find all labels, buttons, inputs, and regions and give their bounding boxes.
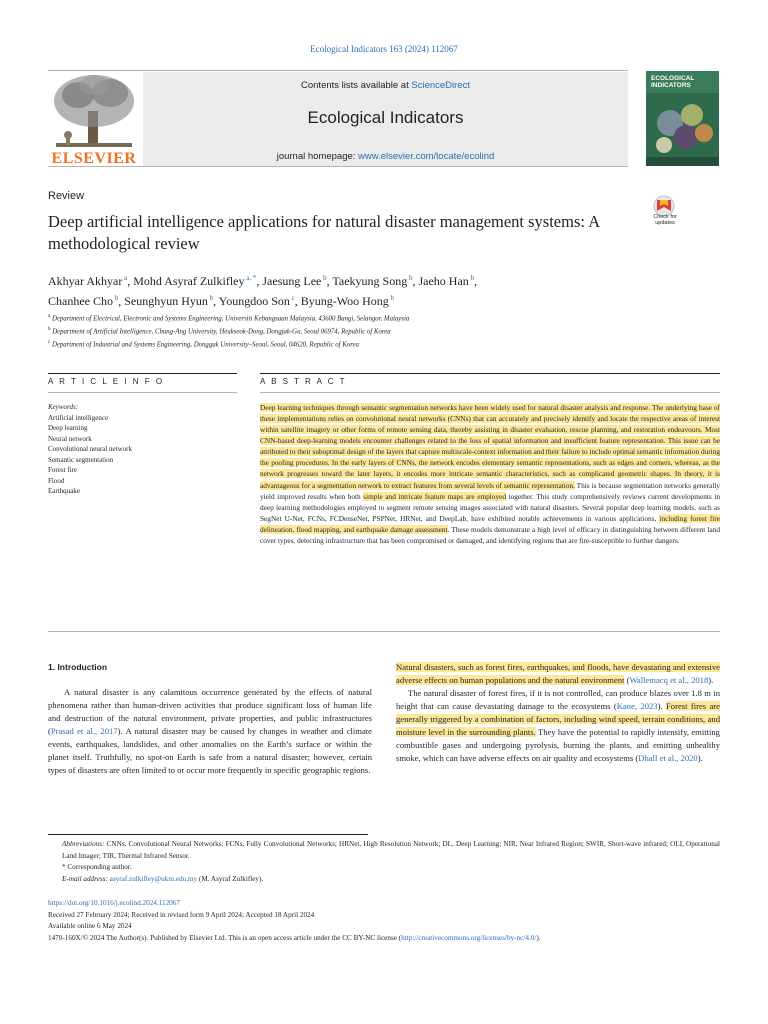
divider	[260, 373, 720, 374]
author-name[interactable]: Chanhee Cho	[48, 294, 113, 308]
email-link[interactable]: asyraf.zulkifley@ukm.edu.my	[109, 874, 198, 883]
author-affiliation-marker[interactable]: b	[407, 274, 413, 282]
abstract-highlight: Deep learning techniques through semantic segmentation networks have been widely used for natural disaster analysis and response. The underlying base of these implementations relies on convolutional neural networks (CNNs) that can accurately and precisely identify and locate the respective areas of interest within satellite imagery or other forms of remote sensing data, thereby assisting in disaster evaluation, rescue planning, and restoration endeavours.	[260, 403, 720, 435]
homepage-link[interactable]: www.elsevier.com/locate/ecolind	[358, 151, 495, 162]
affiliations	[48, 312, 668, 350]
affiliation: $^a$ Department of Electrical, Electronic and Systems Engineering, Universiti Kebangsaan Malaysia, 43600 Bangi, Selangor, Malaysia	[48, 314, 410, 323]
affiliation: $^c$ Department of Industrial and Systems Engineering, Dongguk University–Seoul, Seoul, 04620, Republic of Korea	[48, 339, 360, 348]
author-affiliation-marker[interactable]: a, *	[244, 274, 257, 282]
author-affiliation-marker[interactable]: b	[321, 274, 327, 282]
authors	[48, 270, 648, 310]
body-highlight: Forest fires are generally triggered by a combination of factors, including wind speed, terrain conditions, and moisture level in the surrounding plants.	[396, 701, 720, 737]
keyword[interactable]: Deep learning	[48, 424, 88, 432]
abstract-heading: A B S T R A C T	[260, 377, 347, 386]
corresponding-author-note: * Corresponding author.	[62, 863, 132, 871]
author-name[interactable]: Jaeho Han	[418, 274, 469, 288]
publisher-name: ELSEVIER	[51, 150, 137, 167]
body-column-left: A natural disaster is any calamitous occurrence generated by the effects of natural phenomena rather than human-driven activities that produce significant loss of human life and destruction of the natural environment, private properties, and public infrastructures (Prasad et al., 2017). A natural disaster may be caused by changes in weather and climate events, earthquakes, landslides, and other anomalies on the Earth’s surface or within the planet itself. Truthfully, no spot-on Earth is safe from a natural disaster; however, certain types of disasters are often limited to or occur more frequently in specific geographic regions.	[48, 687, 372, 775]
abstract-highlight: simple and intricate feature maps are employed	[363, 491, 506, 501]
license-link[interactable]: http://creativecommons.org/licenses/by-nc/4.0/	[401, 933, 537, 942]
body-highlight: Natural disasters, such as forest fires, earthquakes, and floods, have devastating and extensive adverse effects on human populations and the natural environment	[396, 662, 720, 685]
author-name[interactable]: Youngdoo Son	[218, 294, 290, 308]
contents-line	[143, 80, 628, 91]
abstract-sentence: This is because segmentation networks generally yield improved results when both	[260, 480, 720, 501]
authors-line-2: Chanhee Cho $^b$, Seunghyun Hyun $^b$, Youngdoo Son $^c$, Byung-Woo Hong $^b$	[48, 294, 395, 308]
author-affiliation-marker[interactable]: c	[289, 294, 295, 302]
author-name[interactable]: Akhyar Akhyar	[48, 274, 123, 288]
article-type: Review	[48, 190, 85, 202]
paragraph: The natural disaster of forest fires, if it is not controlled, can produce blazes over 1.8 m in height that can cause devastating damage to the ecosystems (Kane, 2023). Forest fires are generally triggered by a combination of factors, including wind speed, terrain conditions, and moisture level in the surrounding plants. They have the potential to rapidly intensify, emitting combustible gases and undergoing pyrolysis, burning the plants, and emitting unhealthy smoke, which can have adverse effects on air quality and ecosystems (Dhall et al., 2020).	[396, 688, 720, 763]
doi-link[interactable]: https://doi.org/10.1016/j.ecolind.2024.112067	[48, 899, 180, 907]
abstract-text	[260, 402, 720, 546]
keyword[interactable]: Semantic segmentation	[48, 455, 114, 464]
section-heading: 1. Introduction	[48, 662, 108, 672]
abstract-sentence: . These models demonstrate a high level of efficacy in distinguishing between different land cover types, detecting infrastructure that has been compromised or damaged, and identifying regions that are fire-susceptible to further dangers.	[260, 524, 721, 545]
homepage-line	[143, 151, 628, 162]
author-affiliation-marker[interactable]: b	[113, 294, 119, 302]
divider	[48, 392, 237, 393]
journal-citation[interactable]: Ecological Indicators 163 (2024) 112067	[310, 44, 458, 54]
abstract-highlight: Most CNN-based deep-learning models encounter challenges related to the loss of spatial information and insufficient feature representation. This issue can be attributed to their suboptimal design of the layers that capture multiscale-context information and their failure to include optimal semantic information during the pooling procedures.	[260, 425, 720, 468]
citation-link[interactable]: Kane, 2023	[616, 701, 658, 711]
author-affiliation-marker[interactable]: a	[122, 274, 128, 282]
divider	[48, 373, 237, 374]
keyword[interactable]: Flood	[48, 476, 65, 485]
citation-link[interactable]: Prasad et al., 2017	[50, 726, 118, 736]
contents-prefix: Contents lists available at	[301, 80, 409, 91]
keyword[interactable]: Artificial intelligence	[48, 413, 109, 422]
article-title: Deep artificial intelligence applications for natural disaster management systems: A methodological review	[48, 212, 600, 253]
author-affiliation-marker[interactable]: b	[207, 294, 214, 302]
keyword[interactable]: Neural network	[48, 434, 92, 443]
author-name[interactable]: Seunghyun Hyun	[124, 294, 208, 308]
body-column-right	[396, 661, 720, 765]
author-affiliation-marker[interactable]: b	[388, 294, 395, 302]
journal-title: Ecological Indicators	[307, 108, 464, 127]
email-footnote: E-mail address: asyraf.zulkifley@ukm.edu.my (M. Asyraf Zulkifley).	[62, 874, 264, 883]
cover-title: ECOLOGICAL INDICATORS	[651, 75, 695, 89]
citation-link[interactable]: Wallemacq et al., 2018	[629, 675, 709, 685]
citation-link[interactable]: Dhall et al., 2020	[638, 753, 698, 763]
author-affiliation-marker[interactable]: b	[468, 274, 475, 282]
affiliation: $^b$ Department of Artificial Intelligence, Chung-Ang University, Heukseok-Dong, Dongjak-Gu, Seoul 06974, Republic of Korea	[48, 326, 391, 336]
keywords-list	[48, 402, 237, 497]
author-name[interactable]: Mohd Asyraf Zulkifley	[133, 274, 245, 288]
author-name[interactable]: Taekyung Song	[332, 274, 408, 288]
paragraph: Natural disasters, such as forest fires, earthquakes, and floods, have devastating and extensive adverse effects on human populations and the natural environment (Wallemacq et al., 2018).	[396, 662, 720, 685]
abstract-sentence: together. This study comprehensively reviews current developments in deep learning methodologies employed to segment remote sensing images associated with natural disasters. Several popular deep learning models, such as SegNet U-Net, FCNs, FCDenseNet, PSPNet, HRNet, and DeepLab, have exhibited notable achievements in various applications,	[260, 491, 720, 523]
sciencedirect-link[interactable]: ScienceDirect	[411, 80, 470, 91]
article-info-heading: A R T I C L E I N F O	[48, 377, 165, 386]
license-line: 1470-160X/© 2024 The Author(s). Published by Elsevier Ltd. This is an open access article under the CC BY-NC license (http://creativecommons.org/licenses/by-nc/4.0/).	[48, 933, 541, 942]
divider	[48, 834, 368, 835]
abstract-highlight: In theory, it is advantageous for a segmentation network to extract features from several levels of semantic representation.	[260, 469, 720, 490]
abstract-highlight: In the early layers of CNNs, the network encodes elementary semantic representations, such as edges and corners, whereas, as the network progresses toward the later layers, it encodes more intricate semantic characteristics, such as complicated geometric shapes.	[260, 458, 720, 479]
author-name[interactable]: Jaesung Lee	[262, 274, 322, 288]
keyword[interactable]: Convolutional neural network	[48, 445, 132, 453]
keyword[interactable]: Forest fire	[48, 466, 77, 474]
homepage-prefix: journal homepage:	[276, 151, 356, 162]
publication-info	[48, 898, 720, 944]
received-dates: Received 27 February 2024; Received in revised form 9 April 2024; Accepted 18 April 2024	[48, 910, 315, 919]
authors-line-1: Akhyar Akhyar $^a$, Mohd Asyraf Zulkifley $^{a, *}$, Jaesung Lee $^b$, Taekyung Song $^b$, Jaeho Han $^b$,	[48, 274, 478, 288]
author-name[interactable]: Byung-Woo Hong	[300, 294, 389, 308]
check-for-updates-label[interactable]: Check for updates	[653, 214, 677, 226]
divider	[48, 631, 720, 632]
divider	[260, 392, 720, 393]
abstract-highlight: including forest fire delineation, flood mapping, and earthquake damage assessment	[260, 513, 720, 534]
abbreviations-footnote: Abbreviations: CNNs, Convolutional Neural Networks; FCNs, Fully Convolutional Networks; HRNet, High Resolution Network; DL, Deep Learning; NIR, Near Infrared Region; SWIR, Short-wave infrared; OLI, Operational Land Imager; TIR, Thermal Infrared Sensor.	[62, 840, 720, 860]
footnotes	[48, 839, 720, 885]
available-online: Available online 6 May 2024	[48, 922, 132, 930]
keywords-label: Keywords:	[48, 403, 79, 411]
keyword[interactable]: Earthquake	[48, 487, 80, 495]
